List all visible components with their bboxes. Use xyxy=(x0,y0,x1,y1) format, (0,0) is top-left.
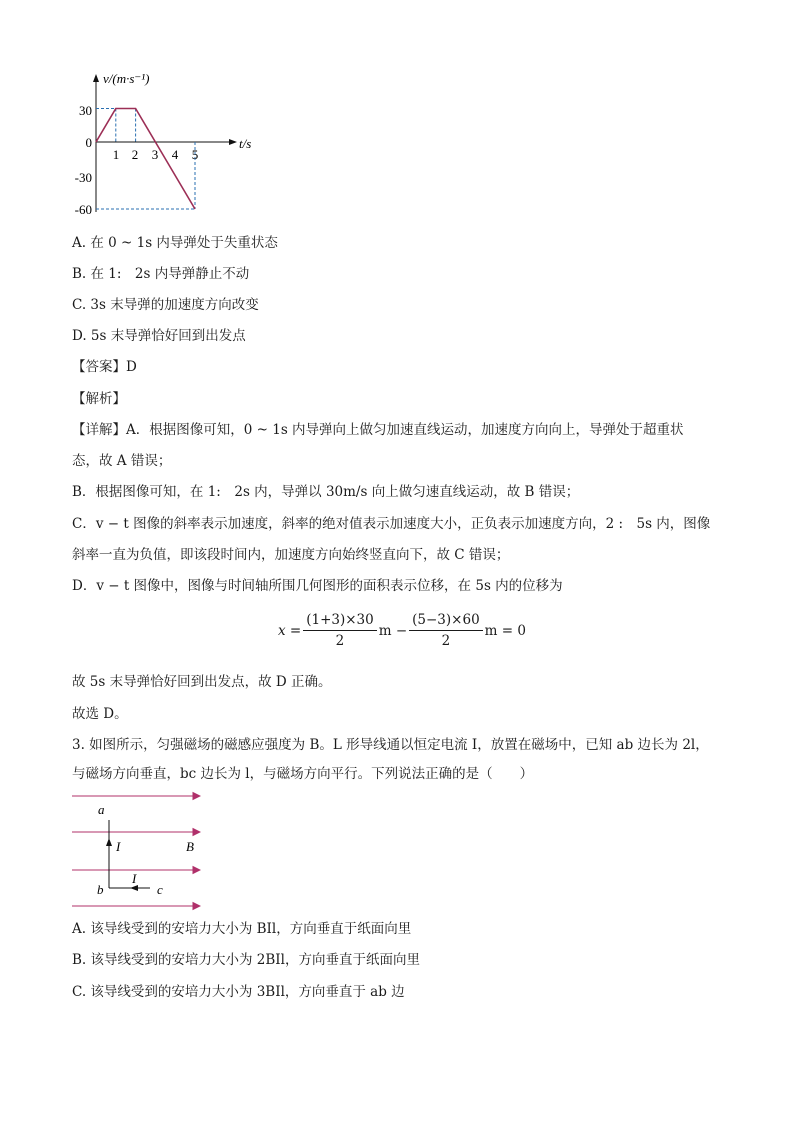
x-tick-4: 4 xyxy=(171,147,179,162)
label-b: b xyxy=(97,882,104,897)
detail-c-line1: C．v − t 图像的斜率表示加速度，斜率的绝对值表示加速度大小，正负表示加速度方向，2 : 5s 内，图像 xyxy=(72,516,711,532)
answer-label: 【答案】D xyxy=(72,359,137,375)
detail-c-line2: 斜率一直为负值，即该段时间内，加速度方向始终竖直向下，故 C 错误； xyxy=(72,547,510,563)
x-tick-5: 5 xyxy=(191,147,199,162)
analysis-label: 【解析】 xyxy=(72,391,126,407)
detail-d-line: D．v − t 图像中，图像与时间轴所围几何图形的面积表示位移，在 5s 内的位移为 xyxy=(72,578,563,594)
label-B: B xyxy=(186,839,194,854)
x-tick-2: 2 xyxy=(131,147,139,162)
q2-option-c: C. 3s 末导弹的加速度方向改变 xyxy=(72,297,259,313)
x-axis-label: t/s xyxy=(239,136,252,151)
formula-numerator-2: (5−3)×60 xyxy=(409,611,483,631)
detail-a-line1: 【详解】A．根据图像可知，0 ~ 1s 内导弹向上做匀加速直线运动，加速度方向向上，导弹处于超重状 xyxy=(72,422,684,438)
y-tick-0: 0 xyxy=(85,135,92,150)
vt-graph xyxy=(60,62,270,222)
x-tick-3: 3 xyxy=(151,147,159,162)
q3-option-b: B. 该导线受到的安培力大小为 2BIl，方向垂直于纸面向里 xyxy=(72,952,420,968)
formula-rhs: m = 0 xyxy=(484,622,526,639)
formula-numerator-1: (1+3)×30 xyxy=(303,611,377,631)
q2-option-a: A. 在 0 ~ 1s 内导弹处于失重状态 xyxy=(72,235,278,251)
formula-fraction-2 xyxy=(409,611,483,650)
y-tick-neg30: -30 xyxy=(74,170,92,185)
label-I-horizontal: I xyxy=(132,871,137,886)
formula-denominator-2: 2 xyxy=(441,633,451,649)
current-arrow-vertical xyxy=(106,838,112,846)
velocity-line xyxy=(96,109,195,210)
q2-option-d: D. 5s 末导弹恰好回到出发点 xyxy=(72,328,246,344)
detail-a-line2: 态，故 A 错误； xyxy=(72,453,172,469)
detail-b-line: B．根据图像可知，在 1: 2s 内，导弹以 30m/s 向上做匀速直线运动，故 B 错误； xyxy=(72,484,580,500)
displacement-formula xyxy=(278,611,526,650)
x-tick-1: 1 xyxy=(112,147,120,162)
q3-option-c: C. 该导线受到的安培力大小为 3BIl，方向垂直于 ab 边 xyxy=(72,984,405,1000)
label-I-vertical: I xyxy=(116,839,121,854)
detail-choice: 故选 D。 xyxy=(72,706,128,722)
q3-option-a: A. 该导线受到的安培力大小为 BIl，方向垂直于纸面向里 xyxy=(72,921,412,937)
q3-stem-line1: 3. 如图所示，匀强磁场的磁感应强度为 B。L 形导线通以恒定电流 I，放置在磁场中，已知 ab 边长为 2l， xyxy=(72,737,709,753)
formula-denominator-1: 2 xyxy=(335,633,345,649)
dashed-guides xyxy=(96,109,195,210)
y-tick-neg60: -60 xyxy=(74,202,92,217)
magnetic-field-figure xyxy=(64,786,214,912)
label-c: c xyxy=(157,882,163,897)
y-axis-label: v/(m·s⁻¹) xyxy=(103,71,150,86)
q3-stem-line2: 与磁场方向垂直，bc 边长为 l，与磁场方向平行。下列说法正确的是（ ） xyxy=(72,766,534,782)
q2-option-b: B. 在 1: 2s 内导弹静止不动 xyxy=(72,266,250,282)
formula-lhs: x = xyxy=(278,622,302,639)
y-tick-30: 30 xyxy=(79,103,92,118)
detail-conclusion: 故 5s 末导弹恰好回到出发点，故 D 正确。 xyxy=(72,674,332,690)
x-axis-arrow xyxy=(229,139,237,145)
formula-fraction-1 xyxy=(303,611,377,650)
y-axis-arrow xyxy=(93,74,99,82)
formula-mid: m − xyxy=(378,622,408,639)
label-a: a xyxy=(98,802,105,817)
